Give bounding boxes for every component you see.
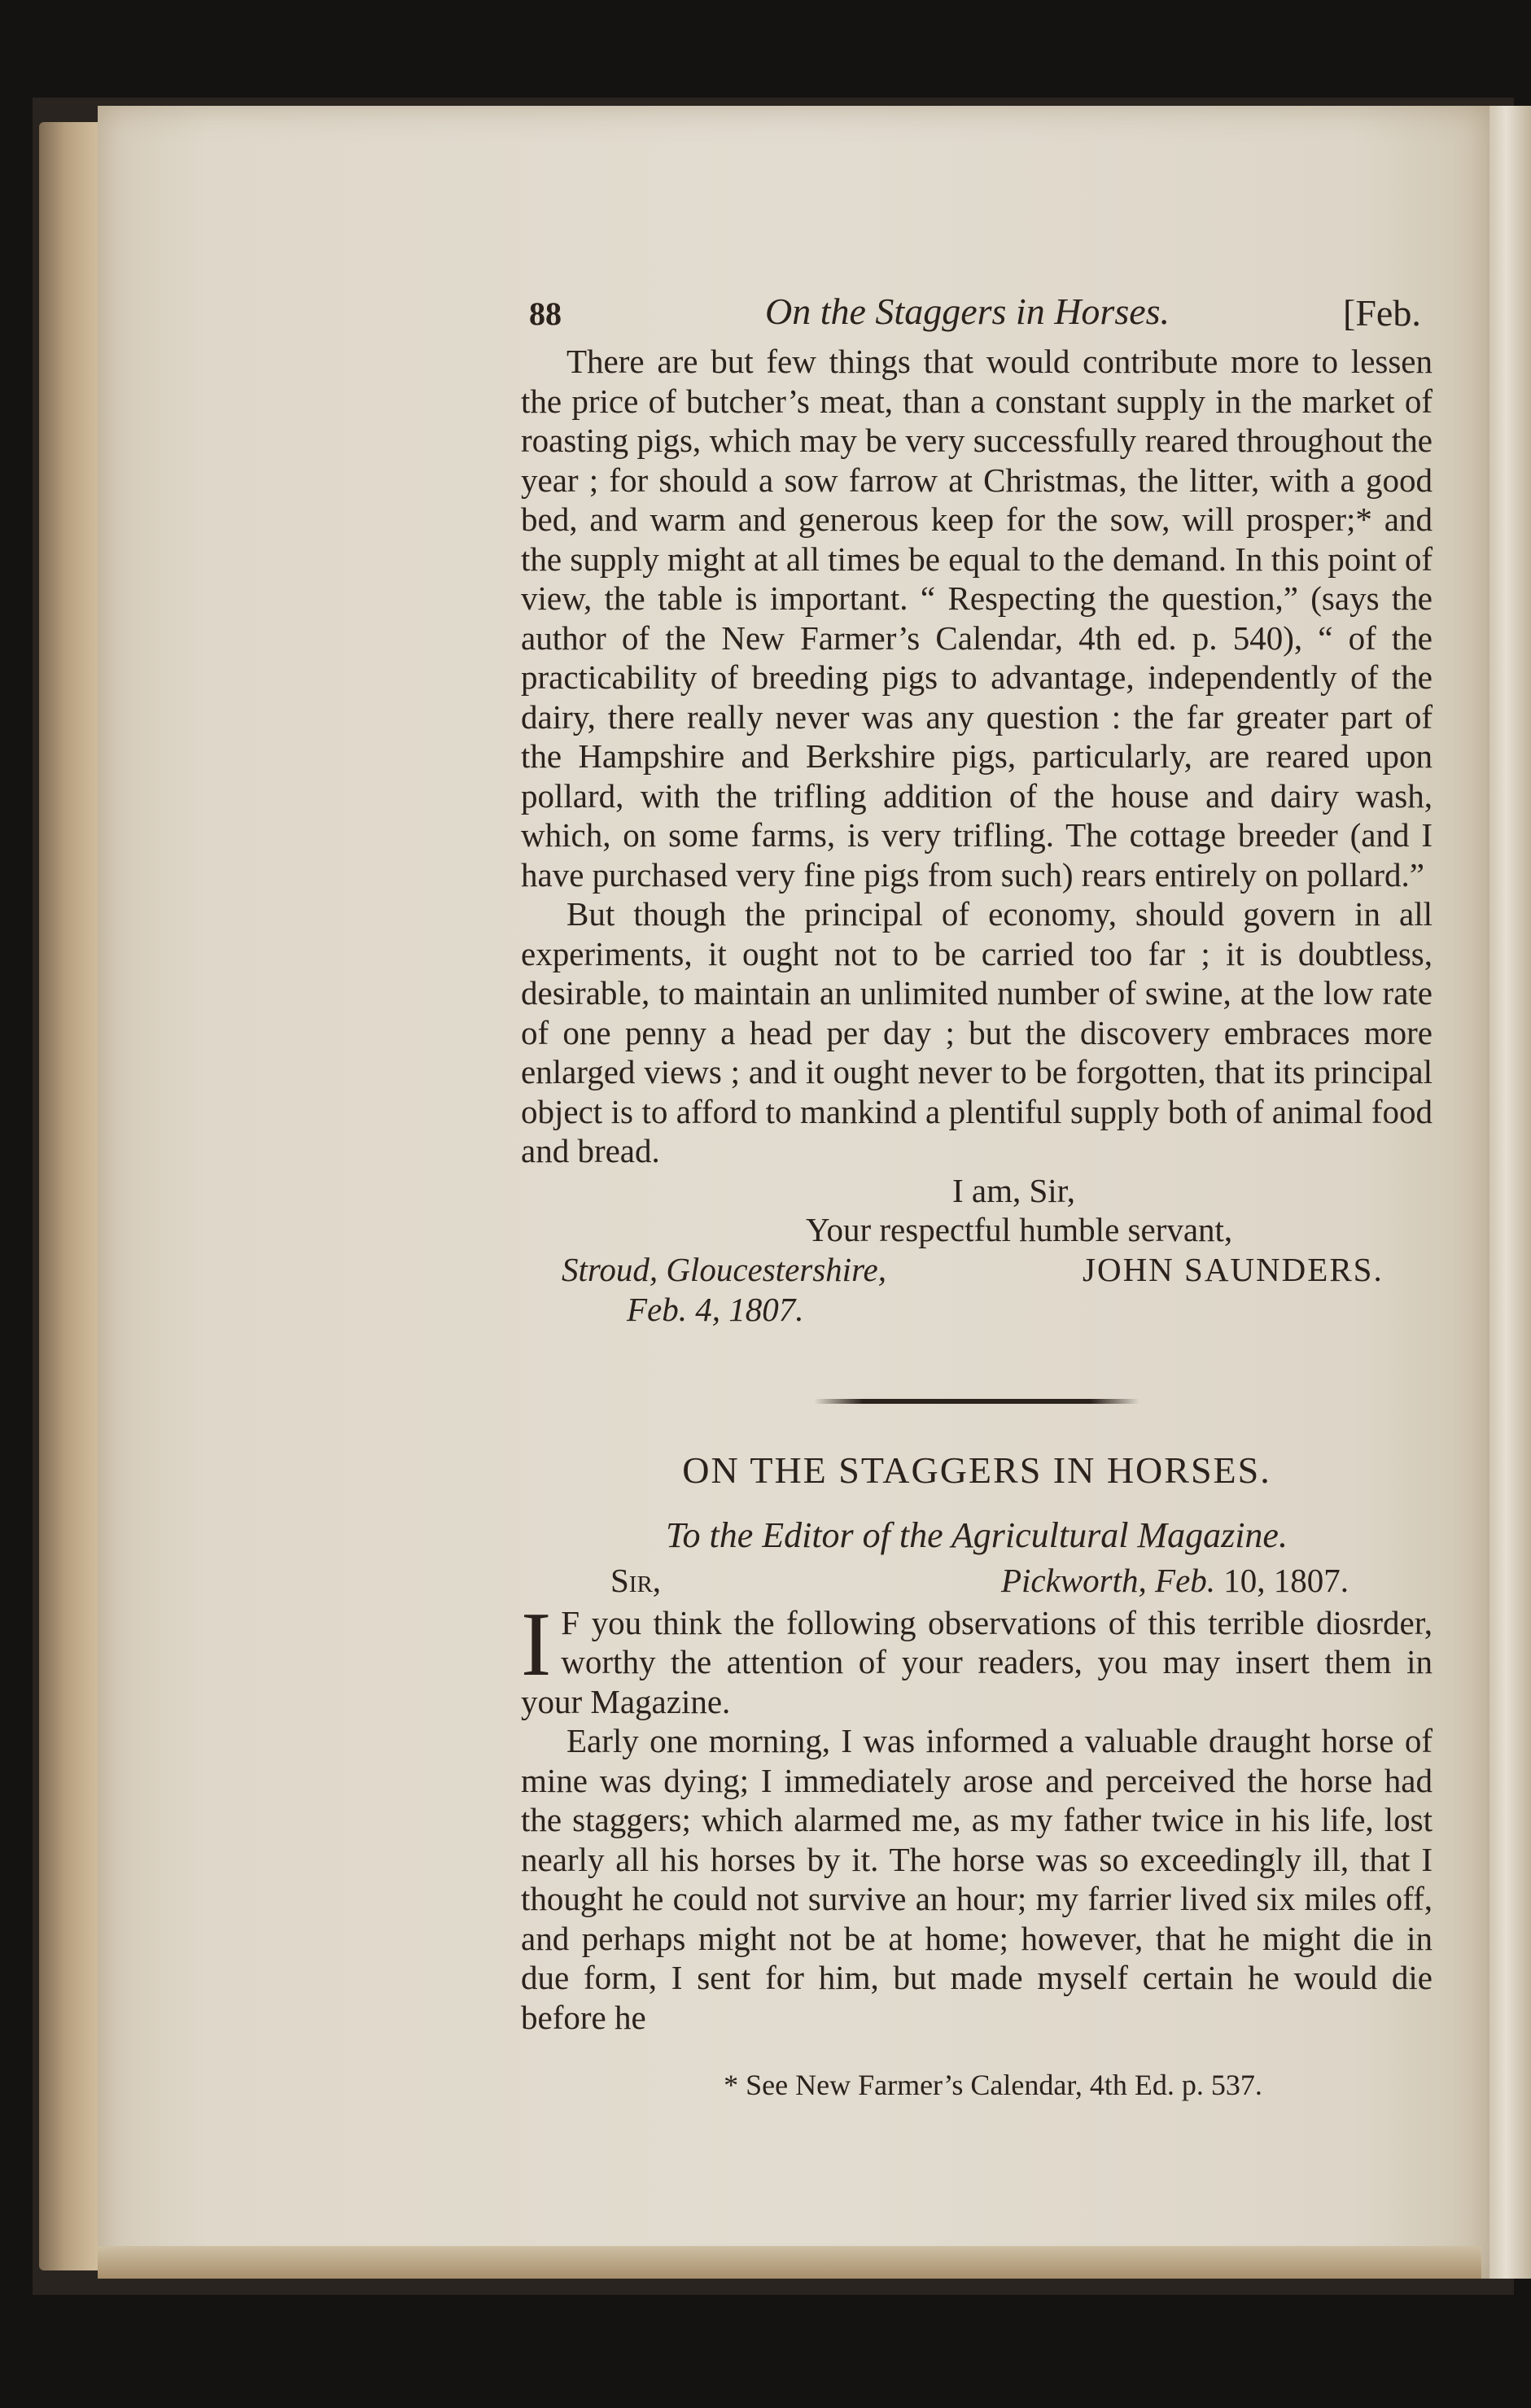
letter-place: Stroud, Gloucestershire, [562, 1250, 886, 1288]
article-place: Pickworth, Feb. [1001, 1561, 1216, 1599]
running-head [521, 285, 1433, 342]
closing-line: I am, Sir, [952, 1171, 1075, 1209]
running-month: [Feb. [1343, 292, 1421, 334]
footnote: * See New Farmer’s Calendar, 4th Ed. p. 537. [724, 2069, 1262, 2101]
paragraph [521, 1593, 1433, 1722]
article-addressee: To the Editor of the Agricultural Magazine. [666, 1514, 1288, 1555]
salutation-line [521, 1561, 1433, 1603]
letter-date: Feb. 4, 1807. [627, 1290, 804, 1328]
letter-closing [521, 1171, 1433, 1334]
running-title: On the Staggers in Horses. [765, 291, 1170, 332]
paragraph: There are but few things that would contribute more to lessen the price of butcher’s meat, than a constant supply in the market of roasting pigs, which may be very successfully reared throughout the year ; for should a sow farrow at Christmas, the litter, with a good bed, and warm and generous keep for the sow, will prosper;* and the supply might at all times be equal to the demand. In this point of view, the table is important. “ Respecting the question,” (says the author of the New Farmer’s Calendar, 4th ed. p. 540), “ of the practicability of breeding pigs to advantage, independently of the dairy, there really never was any question : the far greater part of the Hampshire and Berkshire pigs, particularly, are reared upon pollard, with the trifling addition of the house and dairy wash, which, on some farms, is very trifling. The cottage breeder (and I have purchased very fine pigs from such) rears entirely on pollard.” [521, 343, 1433, 894]
closing-line: Your respectful humble servant, [806, 1210, 1233, 1248]
paragraph: Early one morning, I was informed a valuable draught horse of mine was dying; I immediately arose and perceived the horse had the staggers; which alarmed me, as my father twice in his life, lost nearly all his horses by it. The horse was so exceedingly ill, that I thought he could not survive an hour; my farrier lived six miles off, and perhaps might not be at home; however, that he might die in due form, I sent for him, but made myself certain he would die before he [521, 1722, 1433, 2036]
page-bottom-edge [98, 2246, 1481, 2279]
section-divider [814, 1399, 1140, 1404]
facing-page-edge [1489, 106, 1531, 2279]
paragraph-text: F you think the following observations of this terrible diosrder, worthy the attention of your readers, you may insert them in your Magazine. [521, 1603, 1433, 1720]
letter-saunders-body [521, 342, 1433, 1171]
article-title: ON THE STAGGERS IN HORSES. [682, 1449, 1271, 1491]
paragraph: But though the principal of economy, should govern in all experiments, it ought not to be carried too far ; it is doubtless, desirable, to maintain an unlimited number of swine, at the low rate of one penny a head per day ; but the discovery embraces more enlarged views ; and it ought never to be forgotten, that its principal object is to afford to mankind a plentiful supply both of animal food and bread. [521, 895, 1433, 1169]
drop-cap: I [521, 1593, 552, 1695]
page-content [521, 285, 1433, 2102]
signature: JOHN SAUNDERS. [1083, 1250, 1384, 1288]
article-body [521, 1593, 1433, 2038]
article-date: 10, 1807. [1223, 1561, 1349, 1599]
article-dateline [1001, 1561, 1349, 1600]
salutation: Sir, [610, 1561, 662, 1599]
page-number: 88 [529, 295, 562, 332]
